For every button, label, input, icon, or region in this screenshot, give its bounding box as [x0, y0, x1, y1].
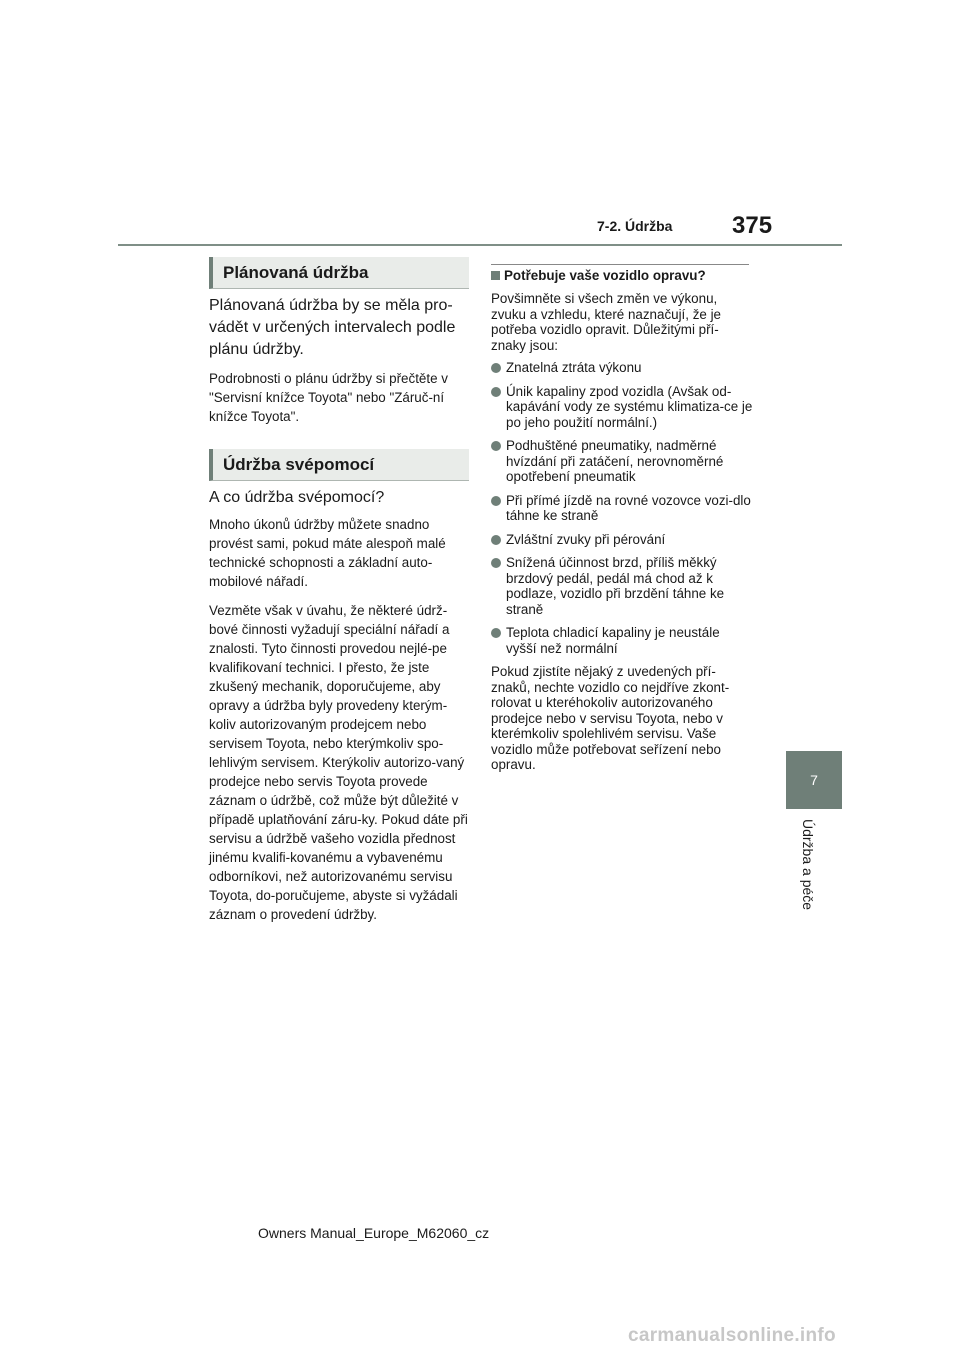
list-item: Únik kapaliny zpod vozidla (Avšak od-kapávání vody ze systému klimatiza-ce je po jeho použití normální.) [491, 384, 753, 431]
body-self-maintenance-1: Mnoho úkonů údržby můžete snadno provést sami, pokud máte alespoň malé technické schopnosti a základní auto-mobilové nářadí. [209, 517, 446, 589]
section-label: 7-2. Údržba [597, 218, 673, 234]
list-item: Znatelná ztráta výkonu [491, 360, 753, 376]
intro-repair: Povšimněte si všech změn ve výkonu, zvuku a vzhledu, které naznačují, že je potřeba vozidlo opravit. Důležitými pří-znaky jsou: [491, 291, 722, 353]
watermark: carmanualsonline.info [628, 1325, 836, 1346]
chapter-title: Údržba a péče [800, 819, 816, 911]
closing-repair: Pokud zjistíte nějaký z uvedených pří-znaků, nechte vozidlo co nejdříve zkont-rolovat u kteréhokoliv autorizovaného prodejce nebo v servisu Toyota, nebo v kterémkoliv spolehlivém servisu. Vaše vozidlo může potřebovat seřízení nebo opravu. [491, 664, 730, 772]
list-item: Snížená účinnost brzd, příliš měkký brzdový pedál, pedál má chod až k podlaze, vozidlo při brzdění táhne ke straně [491, 555, 753, 617]
body-planned-maintenance: Podrobnosti o plánu údržby si přečtěte v "Servisní knížce Toyota" nebo "Záruč-ní knížce Toyota". [209, 371, 448, 424]
chapter-strip [786, 809, 842, 959]
body-self-maintenance-2: Vezměte však v úvahu, že některé údrž-bové činnosti vyžadují speciální nářadí a znalosti. Tyto činnosti provedou nejlé-pe kvalifikovaní technici. I přesto, že jste zkušený mechanik, doporučujeme, aby opravy a údržba byly provedeny kterým-koliv autorizovaným prodejcem nebo servisem Toyota, nebo kterýmkoliv spo-lehlivým servisem. Kterýkoliv autorizo-vaný prodejce nebo servis Toyota provede záznam o údržbě, což může být důležité v případě uplatňování záru-ky. Pokud dáte při servisu a údržbě vašeho vozidla přednost jinému kvalifi-kovanému a vybavenému odborníkovi, než autorizovanému servisu Toyota, do-poručujeme, abyste si vyžádali záznam o provedení údržby. [209, 603, 468, 922]
heading-planned-maintenance: Plánovaná údržba [209, 257, 469, 289]
bullet-dot-icon [491, 496, 501, 506]
bullet-dot-icon [491, 363, 501, 373]
header-rule [118, 244, 842, 246]
list-item: Při přímé jízdě na rovné vozovce vozi-dlo táhne ke straně [491, 493, 753, 524]
heading-self-maintenance: Údržba svépomocí [209, 449, 469, 481]
footer-doc-id: Owners Manual_Europe_M62060_cz [258, 1225, 490, 1241]
chapter-tab[interactable]: 7 [786, 751, 842, 809]
bullet-dot-icon [491, 441, 501, 451]
list-item: Zvláštní zvuky při pérování [491, 532, 753, 548]
list-item: Podhuštěné pneumatiky, nadměrné hvízdání při zatáčení, nerovnoměrné opotřebení pneumatik [491, 438, 753, 485]
intro-planned-maintenance: Plánovaná údržba by se měla pro-vádět v určených intervalech podle plánu údržby. [209, 297, 456, 358]
bullet-dot-icon [491, 535, 501, 545]
symptom-list [491, 360, 753, 664]
bullet-dot-icon [491, 628, 501, 638]
square-bullet-icon [491, 271, 500, 280]
subheading-repair-text: Potřebuje vaše vozidlo opravu? [504, 268, 706, 283]
page-number: 375 [732, 212, 773, 239]
bullet-dot-icon [491, 387, 501, 397]
subheading-repair [491, 264, 749, 283]
intro-self-maintenance: A co údržba svépomocí? [209, 489, 385, 506]
list-item: Teplota chladicí kapaliny je neustále vyšší než normální [491, 625, 753, 656]
bullet-dot-icon [491, 558, 501, 568]
